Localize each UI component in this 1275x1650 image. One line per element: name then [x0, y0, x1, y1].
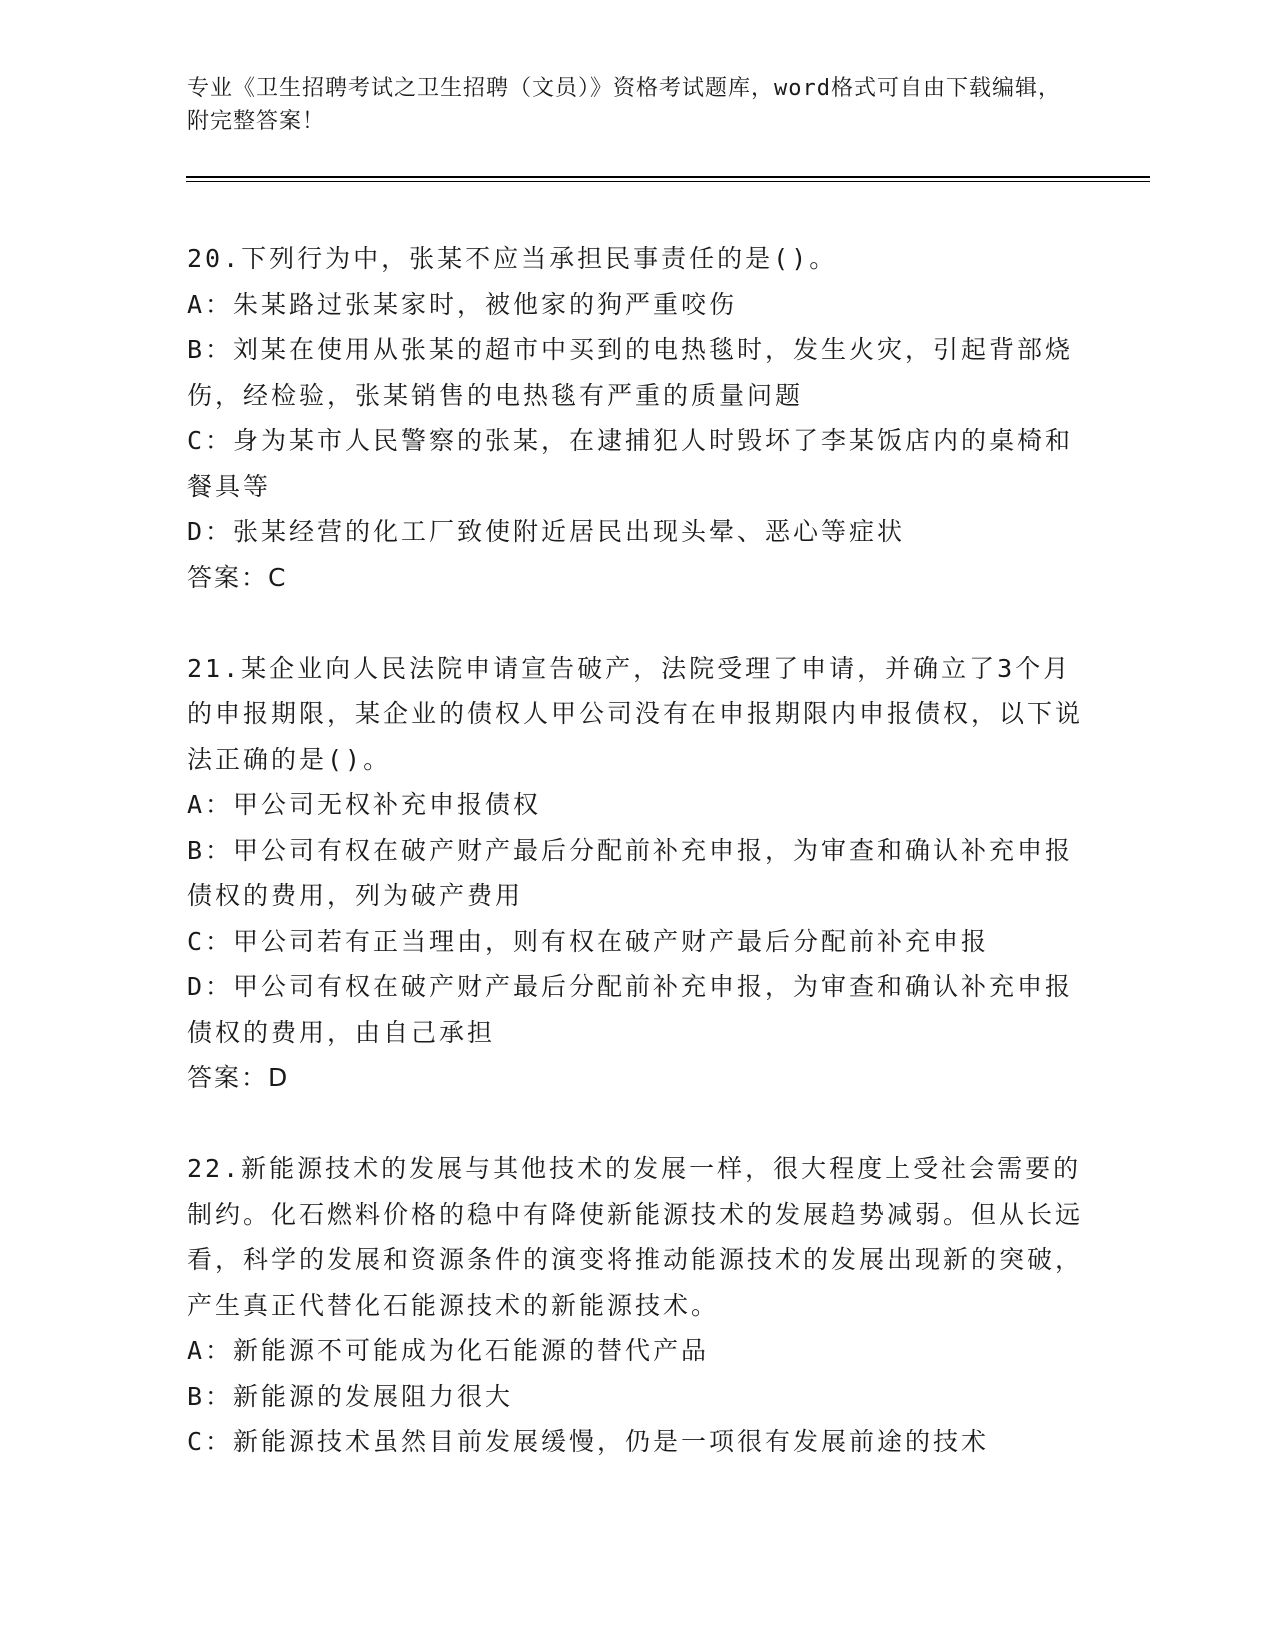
- option-d: D：甲公司有权在破产财产最后分配前补充申报，为审查和确认补充申报债权的费用，由自己承担: [187, 972, 1074, 1047]
- option-c: C：身为某市人民警察的张某，在逮捕犯人时毁坏了李某饭店内的桌椅和餐具等: [187, 426, 1074, 501]
- option-d: D：张某经营的化工厂致使附近居民出现头晕、恶心等症状: [187, 517, 906, 546]
- question-21: [187, 646, 1087, 1101]
- page-header: 专业《卫生招聘考试之卫生招聘（文员）》资格考试题库，word格式可自由下载编辑，附完整答案！: [187, 76, 1061, 134]
- answer: 答案：D: [187, 1063, 290, 1092]
- option-a: A：甲公司无权补充申报债权: [187, 790, 542, 819]
- option-c: C：新能源技术虽然目前发展缓慢，仍是一项很有发展前途的技术: [187, 1427, 990, 1456]
- header-divider-thick: [186, 176, 1150, 178]
- question-list: [187, 236, 1087, 1510]
- option-b: B：新能源的发展阻力很大: [187, 1381, 514, 1411]
- option-c: C：甲公司若有正当理由，则有权在破产财产最后分配前补充申报: [187, 926, 990, 956]
- option-b: B：刘某在使用从张某的超市中买到的电热毯时，发生火灾，引起背部烧伤，经检验，张某销售的电热毯有严重的质量问题: [187, 335, 1074, 410]
- header-divider-thin: [186, 181, 1150, 182]
- question-stem: 21.某企业向人民法院申请宣告破产，法院受理了申请，并确立了3个月的申报期限，某企业的债权人甲公司没有在申报期限内申报债权，以下说法正确的是()。: [187, 653, 1084, 774]
- question-20: [187, 236, 1087, 600]
- question-22: [187, 1146, 1087, 1465]
- question-stem: 22.新能源技术的发展与其他技术的发展一样，很大程度上受社会需要的制约。化石燃料价格的稳中有降使新能源技术的发展趋势减弱。但从长远看，科学的发展和资源条件的演变将推动能源技术的发展出现新的突破，产生真正代替化石能源技术的新能源技术。: [187, 1154, 1084, 1320]
- option-a: A：新能源不可能成为化石能源的替代产品: [187, 1336, 710, 1365]
- option-a: A：朱某路过张某家时，被他家的狗严重咬伤: [187, 289, 738, 319]
- answer: 答案：C: [187, 562, 288, 592]
- option-b: B：甲公司有权在破产财产最后分配前补充申报，为审查和确认补充申报债权的费用，列为破产费用: [187, 835, 1074, 910]
- question-stem: 20.下列行为中，张某不应当承担民事责任的是()。: [187, 244, 838, 273]
